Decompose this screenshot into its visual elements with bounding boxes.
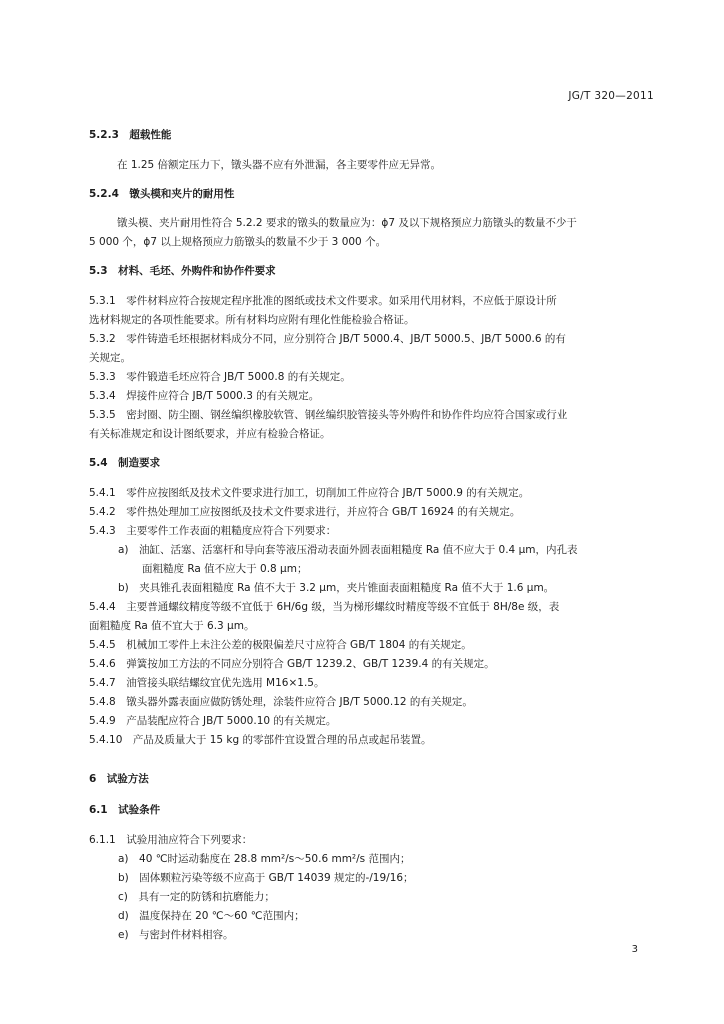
standard-header: JG/T 320—2011 <box>568 90 654 102</box>
paragraph-line: 5 000 个，ϕ7 以上规格预应力筋镦头的数量不少于 3 000 个。 <box>89 236 387 248</box>
paragraph-line: 6.1.1 试验用油应符合下列要求： <box>89 834 253 846</box>
list-item: b) 固体颗粒污染等级不应高于 GB/T 14039 规定的-/19/16； <box>118 872 414 884</box>
paragraph-line: 5.4.7 油管接头联结螺纹宜优先选用 M16×1.5。 <box>89 677 325 689</box>
list-item: c) 具有一定的防锈和抗磨能力； <box>118 891 275 903</box>
paragraph-line: 关规定。 <box>89 352 131 364</box>
list-item: a) 40 ℃时运动黏度在 28.8 mm²/s～50.6 mm²/s 范围内； <box>118 853 411 865</box>
clause-heading: 5.2.3 超载性能 <box>89 129 172 141</box>
clause-heading: 5.2.4 镦头模和夹片的耐用性 <box>89 188 235 200</box>
chapter-heading: 6 试验方法 <box>89 773 149 785</box>
paragraph-line: 5.4.1 零件应按图纸及技术文件要求进行加工，切削加工件应符合 JB/T 5000.9 的有关规定。 <box>89 487 530 499</box>
paragraph-line: 5.3.5 密封圈、防尘圈、钢丝编织橡胶软管、钢丝编织胶管接头等外购件和协作件均应符合国家或行业 <box>89 409 568 421</box>
paragraph-line: 5.3.2 零件铸造毛坯根据材料成分不同，应分别符合 JB/T 5000.4、JB/T 5000.5、JB/T 5000.6 的有 <box>89 333 566 345</box>
paragraph-line: 选材料规定的各项性能要求。所有材料均应附有理化性能检验合格证。 <box>89 314 415 326</box>
paragraph-line: 5.4.6 弹簧按加工方法的不同应分别符合 GB/T 1239.2、GB/T 1239.4 的有关规定。 <box>89 658 495 670</box>
paragraph-line: 有关标准规定和设计图纸要求，并应有检验合格证。 <box>89 428 331 440</box>
paragraph-line: 5.4.4 主要普通螺纹精度等级不宜低于 6H/6g 级，当为梯形螺纹时精度等级不宜低于 8H/8e 级，表 <box>89 601 560 613</box>
paragraph-line: 5.3.4 焊接件应符合 JB/T 5000.3 的有关规定。 <box>89 390 320 402</box>
list-item: e) 与密封件材料相容。 <box>118 929 234 941</box>
section-heading: 6.1 试验条件 <box>89 804 161 816</box>
paragraph-line: 5.4.9 产品装配应符合 JB/T 5000.10 的有关规定。 <box>89 715 337 727</box>
paragraph-line: 5.3.3 零件锻造毛坯应符合 JB/T 5000.8 的有关规定。 <box>89 371 351 383</box>
paragraph-line: 镦头模、夹片耐用性符合 5.2.2 要求的镦头的数量应为：ϕ7 及以下规格预应力筋镦头的数量不少于 <box>117 217 577 229</box>
paragraph-line: 5.4.5 机械加工零件上未注公差的极限偏差尺寸应符合 GB/T 1804 的有关规定。 <box>89 639 472 651</box>
list-item-continuation: 面粗糙度 Ra 值不应大于 0.8 μm； <box>142 563 308 575</box>
paragraph-line: 在 1.25 倍额定压力下，镦头器不应有外泄漏，各主要零件应无异常。 <box>117 159 442 171</box>
list-item: d) 温度保持在 20 ℃～60 ℃范围内； <box>118 910 305 922</box>
section-heading: 5.3 材料、毛坯、外购件和协作件要求 <box>89 265 276 277</box>
page-number: 3 <box>631 944 638 955</box>
paragraph-line: 5.4.10 产品及质量大于 15 kg 的零部件宜设置合理的吊点或起吊装置。 <box>89 734 432 746</box>
list-item: a) 油缸、活塞、活塞杆和导向套等液压滑动表面外圆表面粗糙度 Ra 值不应大于 0.4 μm，内孔表 <box>118 544 578 556</box>
paragraph-line: 5.3.1 零件材料应符合按规定程序批准的图纸或技术文件要求。如采用代用材料，不应低于原设计所 <box>89 295 557 307</box>
paragraph-line: 5.4.8 镦头器外露表面应做防锈处理，涂装件应符合 JB/T 5000.12 的有关规定。 <box>89 696 473 708</box>
section-heading: 5.4 制造要求 <box>89 457 161 469</box>
paragraph-line: 5.4.3 主要零件工作表面的粗糙度应符合下列要求： <box>89 525 337 537</box>
paragraph-line: 面粗糙度 Ra 值不宜大于 6.3 μm。 <box>89 620 255 632</box>
list-item: b) 夹具锥孔表面粗糙度 Ra 值不大于 3.2 μm，夹片锥面表面粗糙度 Ra 值不大于 1.6 μm。 <box>118 582 555 594</box>
paragraph-line: 5.4.2 零件热处理加工应按图纸及技术文件要求进行，并应符合 GB/T 16924 的有关规定。 <box>89 506 521 518</box>
